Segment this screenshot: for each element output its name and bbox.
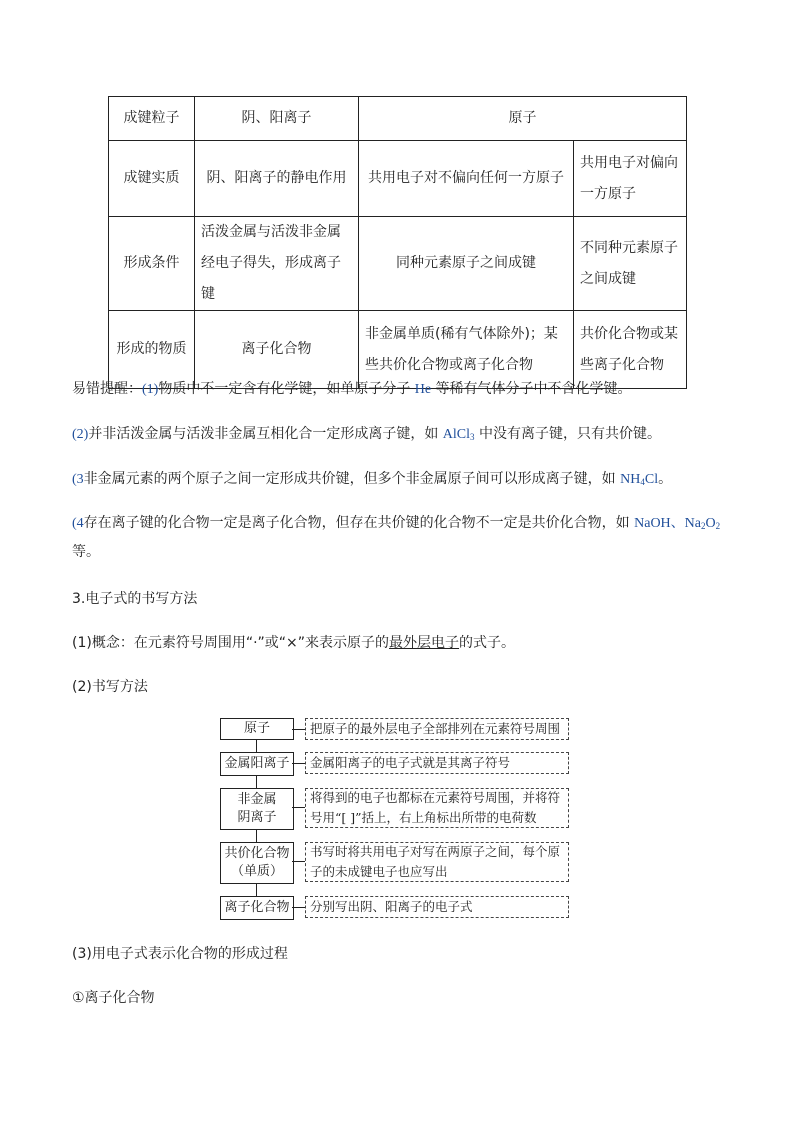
- formula-part: Cl: [644, 472, 659, 487]
- formula: NaOH: [634, 516, 671, 531]
- tip-2: [72, 423, 661, 443]
- tip-1: [72, 378, 632, 398]
- table-row: [109, 97, 687, 141]
- tip-text: 中没有离子键，只有共价键。: [474, 426, 661, 442]
- note-metal-cation: 金属阳离子的电子式就是其离子符号: [305, 752, 569, 774]
- box-ionic-compound: 离子化合物: [220, 896, 294, 920]
- subscript: 2: [715, 521, 721, 531]
- table-cell: 共用电子对偏向一方原子: [574, 141, 687, 217]
- box-nonmetal-anion: 非金属 阴离子: [220, 788, 294, 830]
- formula-part: AlCl: [442, 427, 471, 442]
- section-title: 3.电子式的书写方法: [72, 591, 198, 607]
- formula-part: NH: [620, 472, 641, 487]
- box-covalent-compound: 共价化合物 （单质）: [220, 842, 294, 884]
- bond-comparison-table: [108, 96, 687, 389]
- method-heading: (2)书写方法: [72, 679, 148, 695]
- formula: [443, 427, 475, 442]
- formula: He: [414, 382, 432, 397]
- concept-text: (1)概念：在元素符号周围用“·”或“×”来表示原子的: [72, 635, 390, 651]
- table-row: [109, 311, 687, 389]
- tip-text: 非金属元素的两个原子之间一定形成共价键，但多个非金属原子间可以形成离子键，如: [83, 471, 621, 487]
- tip-number: (3: [72, 472, 84, 487]
- tip-3: [72, 468, 672, 488]
- table-cell: 形成条件: [109, 217, 195, 311]
- table-cell: 共价化合物或某些离子化合物: [574, 311, 687, 389]
- table-cell: 成键实质: [109, 141, 195, 217]
- table-cell: 不同种元素原子之间成键: [574, 217, 687, 311]
- formula: [685, 516, 720, 531]
- tip-label: 易错提醒：: [72, 381, 142, 397]
- table-cell: 非金属单质(稀有气体除外)；某些共价化合物或离子化合物: [359, 311, 574, 389]
- table-row: [109, 141, 687, 217]
- box-atom: 原子: [220, 718, 294, 740]
- concept-line: [72, 632, 515, 652]
- table-cell: 离子化合物: [195, 311, 359, 389]
- table-cell: 形成的物质: [109, 311, 195, 389]
- tip-number: (4: [72, 516, 84, 531]
- tip-text: 并非活泼金属与活泼非金属互相化合一定形成离子键，如: [88, 426, 443, 442]
- tip-text: 等稀有气体分子中不含化学键。: [431, 381, 632, 397]
- table-cell: 同种元素原子之间成键: [359, 217, 574, 311]
- note-atom: 把原子的最外层电子全部排列在元素符号周围: [305, 718, 569, 740]
- note-covalent-compound: 书写时将共用电子对写在两原子之间，每个原子的未成键电子也应写出: [305, 842, 569, 882]
- note-nonmetal-anion: 将得到的电子也都标在元素符号周围，并将符号用“[ ]”括上，右上角标出所带的电荷数: [305, 788, 569, 828]
- subscript: 2: [701, 521, 706, 531]
- connector-line: [292, 763, 305, 764]
- separator: 、: [670, 515, 685, 531]
- ionic-compound-heading: ①离子化合物: [72, 990, 155, 1006]
- formula: [620, 472, 658, 487]
- table-row: [109, 217, 687, 311]
- table-cell: 活泼金属与活泼非金属经电子得失，形成离子键: [195, 217, 359, 311]
- tip-text: 。: [658, 471, 673, 487]
- concept-text: 的式子。: [459, 635, 516, 651]
- tip-4: [72, 512, 720, 532]
- tip-number: (1): [142, 382, 159, 397]
- tip-4-continued: 等。: [72, 544, 100, 560]
- table-cell: 成键粒子: [109, 97, 195, 141]
- connector-line: [292, 807, 305, 808]
- connector-line: [292, 861, 305, 862]
- connector-line: [292, 729, 305, 730]
- table-cell: 阴、阳离子的静电作用: [195, 141, 359, 217]
- tip-text: 物质中不一定含有化学键，如单原子分子: [158, 381, 415, 397]
- table-cell: 共用电子对不偏向任何一方原子: [359, 141, 574, 217]
- formula-part: O: [705, 516, 716, 531]
- concept-underlined: 最外层电子: [389, 635, 460, 651]
- tip-text: 存在离子键的化合物一定是离子化合物，但存在共价键的化合物不一定是共价化合物，如: [83, 515, 635, 531]
- note-ionic-compound: 分别写出阴、阳离子的电子式: [305, 896, 569, 918]
- connector-line: [292, 907, 305, 908]
- box-metal-cation: 金属阳离子: [220, 752, 294, 776]
- subscript: 4: [640, 477, 645, 487]
- formula-part: Na: [684, 516, 701, 531]
- table-cell: 原子: [359, 97, 687, 141]
- process-heading: (3)用电子式表示化合物的形成过程: [72, 946, 288, 962]
- table-cell: 阴、阳离子: [195, 97, 359, 141]
- tip-number: (2): [72, 427, 89, 442]
- subscript: 3: [470, 432, 475, 442]
